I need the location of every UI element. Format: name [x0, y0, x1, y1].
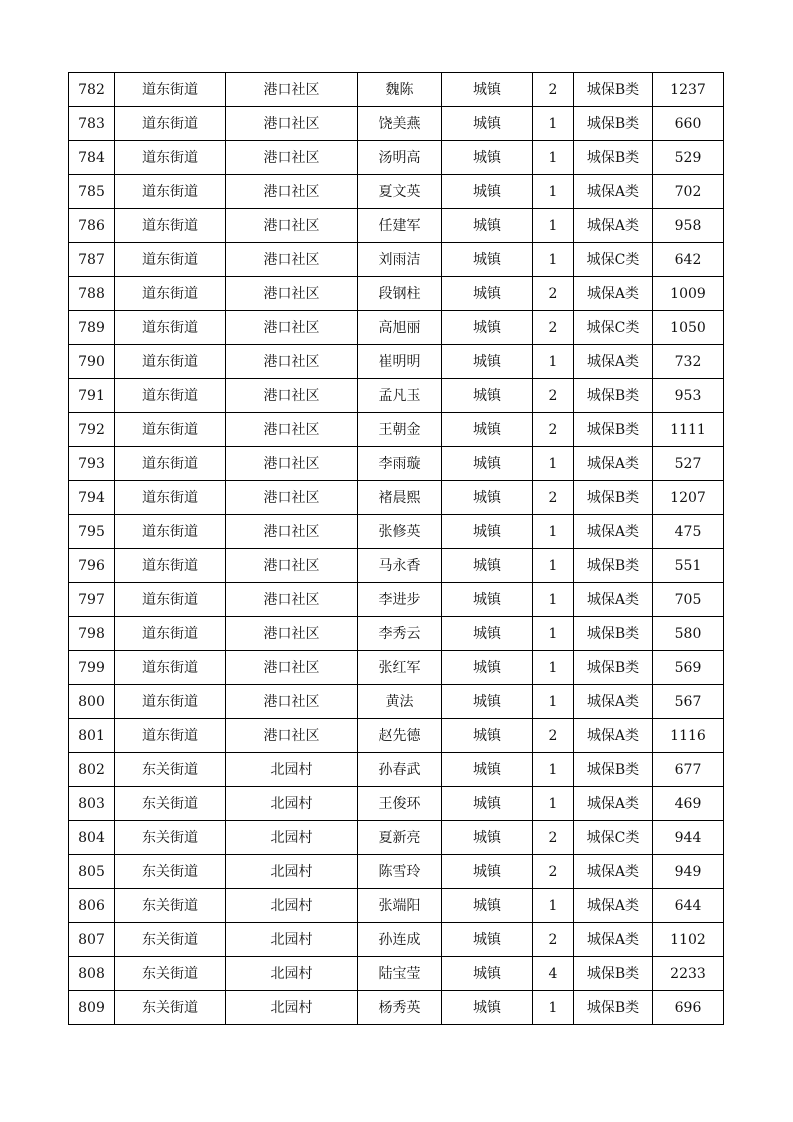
cell-row-number: 805	[69, 855, 115, 889]
cell-subdistrict: 东关街道	[115, 821, 226, 855]
cell-household-size: 2	[533, 855, 574, 889]
cell-name: 张红军	[358, 651, 442, 685]
cell-household-type: 城镇	[442, 311, 533, 345]
cell-amount: 642	[653, 243, 724, 277]
cell-name: 孙春武	[358, 753, 442, 787]
cell-household-type: 城镇	[442, 345, 533, 379]
cell-category: 城保A类	[574, 685, 653, 719]
cell-community: 港口社区	[226, 311, 358, 345]
cell-amount: 944	[653, 821, 724, 855]
cell-community: 北园村	[226, 855, 358, 889]
cell-subdistrict: 道东街道	[115, 549, 226, 583]
cell-community: 港口社区	[226, 447, 358, 481]
cell-subdistrict: 道东街道	[115, 243, 226, 277]
cell-community: 港口社区	[226, 379, 358, 413]
cell-subdistrict: 道东街道	[115, 345, 226, 379]
cell-household-size: 1	[533, 617, 574, 651]
cell-amount: 1009	[653, 277, 724, 311]
cell-name: 马永香	[358, 549, 442, 583]
cell-row-number: 791	[69, 379, 115, 413]
cell-household-type: 城镇	[442, 481, 533, 515]
cell-amount: 1237	[653, 73, 724, 107]
table-row	[69, 889, 724, 923]
cell-community: 北园村	[226, 923, 358, 957]
cell-community: 北园村	[226, 991, 358, 1025]
cell-household-type: 城镇	[442, 277, 533, 311]
cell-name: 赵先德	[358, 719, 442, 753]
cell-amount: 2233	[653, 957, 724, 991]
cell-amount: 580	[653, 617, 724, 651]
cell-name: 任建军	[358, 209, 442, 243]
cell-row-number: 798	[69, 617, 115, 651]
table-row	[69, 719, 724, 753]
cell-name: 夏新亮	[358, 821, 442, 855]
cell-category: 城保B类	[574, 991, 653, 1025]
table-row	[69, 583, 724, 617]
table-row	[69, 821, 724, 855]
cell-subdistrict: 道东街道	[115, 311, 226, 345]
cell-household-type: 城镇	[442, 889, 533, 923]
cell-category: 城保B类	[574, 549, 653, 583]
cell-household-size: 1	[533, 107, 574, 141]
cell-household-type: 城镇	[442, 141, 533, 175]
cell-household-type: 城镇	[442, 991, 533, 1025]
cell-community: 港口社区	[226, 243, 358, 277]
cell-subdistrict: 道东街道	[115, 685, 226, 719]
cell-community: 港口社区	[226, 651, 358, 685]
cell-name: 张修英	[358, 515, 442, 549]
cell-category: 城保B类	[574, 413, 653, 447]
cell-household-size: 1	[533, 209, 574, 243]
cell-row-number: 792	[69, 413, 115, 447]
cell-community: 港口社区	[226, 141, 358, 175]
cell-row-number: 782	[69, 73, 115, 107]
cell-household-size: 2	[533, 413, 574, 447]
cell-household-type: 城镇	[442, 821, 533, 855]
cell-row-number: 797	[69, 583, 115, 617]
cell-household-size: 2	[533, 821, 574, 855]
cell-row-number: 793	[69, 447, 115, 481]
cell-category: 城保C类	[574, 243, 653, 277]
cell-amount: 677	[653, 753, 724, 787]
cell-community: 港口社区	[226, 345, 358, 379]
cell-category: 城保C类	[574, 311, 653, 345]
cell-subdistrict: 道东街道	[115, 481, 226, 515]
cell-name: 陈雪玲	[358, 855, 442, 889]
cell-household-type: 城镇	[442, 923, 533, 957]
table-row	[69, 923, 724, 957]
cell-community: 港口社区	[226, 413, 358, 447]
cell-category: 城保C类	[574, 821, 653, 855]
cell-amount: 1102	[653, 923, 724, 957]
cell-row-number: 796	[69, 549, 115, 583]
cell-amount: 732	[653, 345, 724, 379]
table-row	[69, 855, 724, 889]
cell-category: 城保B类	[574, 957, 653, 991]
cell-household-size: 1	[533, 685, 574, 719]
cell-category: 城保A类	[574, 515, 653, 549]
cell-category: 城保B类	[574, 107, 653, 141]
table-row	[69, 957, 724, 991]
cell-row-number: 803	[69, 787, 115, 821]
cell-row-number: 790	[69, 345, 115, 379]
cell-category: 城保A类	[574, 719, 653, 753]
cell-amount: 1116	[653, 719, 724, 753]
cell-name: 汤明高	[358, 141, 442, 175]
cell-amount: 696	[653, 991, 724, 1025]
cell-community: 北园村	[226, 753, 358, 787]
cell-household-size: 1	[533, 345, 574, 379]
cell-household-type: 城镇	[442, 617, 533, 651]
cell-name: 夏文英	[358, 175, 442, 209]
cell-category: 城保A类	[574, 277, 653, 311]
cell-name: 王朝金	[358, 413, 442, 447]
cell-name: 孙连成	[358, 923, 442, 957]
cell-subdistrict: 东关街道	[115, 753, 226, 787]
cell-community: 港口社区	[226, 549, 358, 583]
cell-category: 城保B类	[574, 651, 653, 685]
cell-household-size: 1	[533, 651, 574, 685]
cell-name: 饶美燕	[358, 107, 442, 141]
cell-community: 港口社区	[226, 175, 358, 209]
cell-community: 港口社区	[226, 277, 358, 311]
table-row	[69, 787, 724, 821]
cell-amount: 569	[653, 651, 724, 685]
cell-household-size: 2	[533, 311, 574, 345]
cell-category: 城保B类	[574, 753, 653, 787]
cell-row-number: 787	[69, 243, 115, 277]
cell-community: 北园村	[226, 889, 358, 923]
cell-household-size: 1	[533, 787, 574, 821]
cell-household-type: 城镇	[442, 243, 533, 277]
cell-row-number: 801	[69, 719, 115, 753]
cell-category: 城保B类	[574, 617, 653, 651]
cell-community: 港口社区	[226, 719, 358, 753]
cell-row-number: 808	[69, 957, 115, 991]
cell-amount: 469	[653, 787, 724, 821]
cell-name: 高旭丽	[358, 311, 442, 345]
table-row	[69, 753, 724, 787]
cell-household-size: 1	[533, 515, 574, 549]
relief-roster-table	[68, 72, 724, 1025]
table-row	[69, 243, 724, 277]
cell-amount: 551	[653, 549, 724, 583]
cell-subdistrict: 道东街道	[115, 107, 226, 141]
table-row	[69, 549, 724, 583]
cell-subdistrict: 道东街道	[115, 379, 226, 413]
table-row	[69, 617, 724, 651]
cell-household-size: 2	[533, 719, 574, 753]
cell-subdistrict: 道东街道	[115, 651, 226, 685]
cell-subdistrict: 道东街道	[115, 515, 226, 549]
cell-household-size: 1	[533, 583, 574, 617]
table-row	[69, 175, 724, 209]
cell-category: 城保B类	[574, 73, 653, 107]
cell-subdistrict: 道东街道	[115, 447, 226, 481]
cell-amount: 475	[653, 515, 724, 549]
cell-household-type: 城镇	[442, 379, 533, 413]
cell-household-size: 1	[533, 549, 574, 583]
cell-amount: 953	[653, 379, 724, 413]
cell-household-type: 城镇	[442, 447, 533, 481]
cell-category: 城保A类	[574, 787, 653, 821]
cell-community: 港口社区	[226, 515, 358, 549]
cell-household-size: 2	[533, 379, 574, 413]
table-row	[69, 141, 724, 175]
cell-community: 港口社区	[226, 209, 358, 243]
cell-row-number: 799	[69, 651, 115, 685]
cell-household-size: 4	[533, 957, 574, 991]
cell-name: 李雨璇	[358, 447, 442, 481]
table-row	[69, 277, 724, 311]
cell-name: 黄法	[358, 685, 442, 719]
cell-household-size: 1	[533, 243, 574, 277]
cell-name: 段钢柱	[358, 277, 442, 311]
table-row	[69, 685, 724, 719]
cell-community: 港口社区	[226, 617, 358, 651]
cell-amount: 705	[653, 583, 724, 617]
cell-household-type: 城镇	[442, 107, 533, 141]
cell-household-type: 城镇	[442, 957, 533, 991]
cell-name: 孟凡玉	[358, 379, 442, 413]
cell-subdistrict: 道东街道	[115, 73, 226, 107]
table-row	[69, 481, 724, 515]
table-row	[69, 651, 724, 685]
cell-community: 港口社区	[226, 481, 358, 515]
cell-household-type: 城镇	[442, 515, 533, 549]
cell-household-size: 1	[533, 447, 574, 481]
cell-name: 崔明明	[358, 345, 442, 379]
cell-subdistrict: 道东街道	[115, 209, 226, 243]
cell-household-type: 城镇	[442, 787, 533, 821]
cell-row-number: 806	[69, 889, 115, 923]
cell-community: 北园村	[226, 957, 358, 991]
cell-amount: 660	[653, 107, 724, 141]
cell-household-type: 城镇	[442, 719, 533, 753]
cell-row-number: 783	[69, 107, 115, 141]
cell-category: 城保A类	[574, 583, 653, 617]
cell-household-type: 城镇	[442, 209, 533, 243]
cell-household-size: 1	[533, 141, 574, 175]
cell-row-number: 789	[69, 311, 115, 345]
cell-household-type: 城镇	[442, 175, 533, 209]
table-row	[69, 447, 724, 481]
cell-amount: 702	[653, 175, 724, 209]
cell-row-number: 809	[69, 991, 115, 1025]
cell-subdistrict: 道东街道	[115, 617, 226, 651]
cell-category: 城保A类	[574, 923, 653, 957]
cell-category: 城保B类	[574, 379, 653, 413]
cell-amount: 1207	[653, 481, 724, 515]
table-row	[69, 515, 724, 549]
cell-row-number: 807	[69, 923, 115, 957]
cell-category: 城保B类	[574, 481, 653, 515]
cell-subdistrict: 东关街道	[115, 787, 226, 821]
cell-name: 王俊环	[358, 787, 442, 821]
cell-household-type: 城镇	[442, 549, 533, 583]
cell-category: 城保B类	[574, 141, 653, 175]
table-row	[69, 345, 724, 379]
cell-row-number: 786	[69, 209, 115, 243]
cell-household-type: 城镇	[442, 855, 533, 889]
cell-category: 城保A类	[574, 889, 653, 923]
cell-name: 李秀云	[358, 617, 442, 651]
cell-household-size: 2	[533, 481, 574, 515]
cell-amount: 644	[653, 889, 724, 923]
cell-name: 褚晨熙	[358, 481, 442, 515]
cell-amount: 529	[653, 141, 724, 175]
cell-name: 杨秀英	[358, 991, 442, 1025]
cell-row-number: 788	[69, 277, 115, 311]
cell-row-number: 800	[69, 685, 115, 719]
cell-subdistrict: 道东街道	[115, 719, 226, 753]
cell-subdistrict: 道东街道	[115, 277, 226, 311]
table-row	[69, 311, 724, 345]
cell-name: 李进步	[358, 583, 442, 617]
cell-subdistrict: 道东街道	[115, 413, 226, 447]
table-row	[69, 991, 724, 1025]
cell-community: 港口社区	[226, 583, 358, 617]
cell-household-size: 2	[533, 923, 574, 957]
cell-amount: 1050	[653, 311, 724, 345]
cell-category: 城保A类	[574, 447, 653, 481]
cell-subdistrict: 东关街道	[115, 991, 226, 1025]
cell-household-type: 城镇	[442, 583, 533, 617]
cell-household-type: 城镇	[442, 753, 533, 787]
cell-row-number: 802	[69, 753, 115, 787]
cell-household-type: 城镇	[442, 685, 533, 719]
cell-community: 港口社区	[226, 73, 358, 107]
cell-household-size: 1	[533, 991, 574, 1025]
table-row	[69, 209, 724, 243]
cell-household-size: 2	[533, 73, 574, 107]
cell-subdistrict: 东关街道	[115, 957, 226, 991]
table-row	[69, 73, 724, 107]
cell-name: 陆宝莹	[358, 957, 442, 991]
cell-row-number: 804	[69, 821, 115, 855]
cell-household-type: 城镇	[442, 73, 533, 107]
table-row	[69, 379, 724, 413]
cell-row-number: 784	[69, 141, 115, 175]
cell-community: 港口社区	[226, 107, 358, 141]
cell-community: 北园村	[226, 821, 358, 855]
cell-community: 北园村	[226, 787, 358, 821]
cell-row-number: 794	[69, 481, 115, 515]
cell-subdistrict: 道东街道	[115, 175, 226, 209]
cell-household-size: 1	[533, 175, 574, 209]
cell-name: 魏陈	[358, 73, 442, 107]
cell-amount: 949	[653, 855, 724, 889]
cell-subdistrict: 东关街道	[115, 855, 226, 889]
cell-subdistrict: 道东街道	[115, 583, 226, 617]
cell-household-size: 1	[533, 889, 574, 923]
cell-name: 张端阳	[358, 889, 442, 923]
cell-amount: 958	[653, 209, 724, 243]
cell-amount: 567	[653, 685, 724, 719]
cell-household-type: 城镇	[442, 651, 533, 685]
cell-row-number: 795	[69, 515, 115, 549]
cell-name: 刘雨洁	[358, 243, 442, 277]
cell-category: 城保A类	[574, 345, 653, 379]
cell-community: 港口社区	[226, 685, 358, 719]
table-body	[69, 73, 724, 1025]
cell-subdistrict: 东关街道	[115, 923, 226, 957]
cell-amount: 527	[653, 447, 724, 481]
cell-category: 城保A类	[574, 855, 653, 889]
cell-category: 城保A类	[574, 209, 653, 243]
cell-subdistrict: 东关街道	[115, 889, 226, 923]
table-row	[69, 413, 724, 447]
cell-category: 城保A类	[574, 175, 653, 209]
cell-amount: 1111	[653, 413, 724, 447]
table-row	[69, 107, 724, 141]
cell-row-number: 785	[69, 175, 115, 209]
cell-household-size: 1	[533, 753, 574, 787]
cell-household-type: 城镇	[442, 413, 533, 447]
cell-subdistrict: 道东街道	[115, 141, 226, 175]
cell-household-size: 2	[533, 277, 574, 311]
